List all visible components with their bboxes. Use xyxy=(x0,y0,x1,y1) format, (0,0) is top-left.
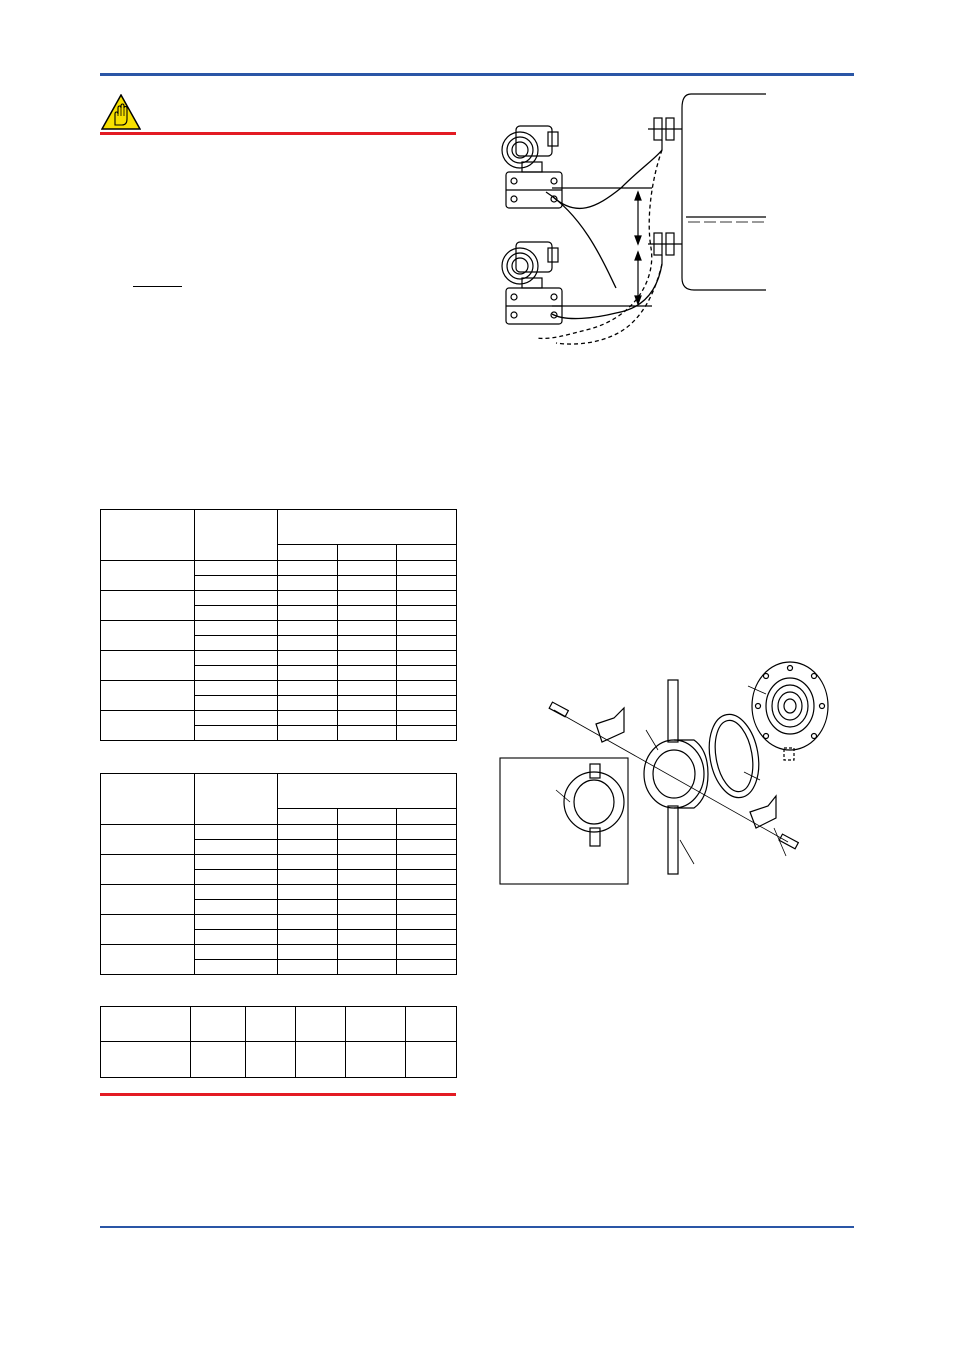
table-header-cell xyxy=(278,774,457,809)
table-row xyxy=(101,885,457,900)
flushing-ring-icon xyxy=(556,764,624,846)
flange-icon xyxy=(648,118,682,150)
table-row xyxy=(101,651,457,666)
table-subheader-cell xyxy=(397,545,457,561)
bolt-icon xyxy=(549,702,568,717)
table-subheader-cell xyxy=(278,545,338,561)
table-row xyxy=(101,591,457,606)
table-header-cell xyxy=(101,510,195,561)
bracket-icon xyxy=(596,708,624,742)
table-subheader-cell xyxy=(338,545,397,561)
header-rule xyxy=(100,73,854,76)
underline-mark xyxy=(133,286,182,287)
table-row xyxy=(101,711,457,726)
table-row xyxy=(101,945,457,960)
table-subheader-cell xyxy=(278,809,338,825)
transmitter-tank-figure xyxy=(496,88,770,350)
table-header-cell xyxy=(101,774,195,825)
table-header-cell xyxy=(278,510,457,545)
flange-icon xyxy=(648,233,682,264)
flushing-ring-icon xyxy=(644,680,708,874)
table-row xyxy=(101,1007,457,1042)
table-row xyxy=(101,1042,457,1078)
table-3 xyxy=(100,1006,457,1078)
table-header-cell xyxy=(195,774,278,825)
tank-icon xyxy=(682,94,766,290)
capillary-icon xyxy=(552,264,662,319)
table-1 xyxy=(100,509,457,741)
table-2 xyxy=(100,773,457,975)
transmitter-icon xyxy=(502,242,562,324)
capillary-icon xyxy=(552,150,662,208)
table-subheader-cell xyxy=(338,809,397,825)
important-top-rule xyxy=(100,132,456,135)
important-hand-icon xyxy=(101,94,141,130)
flushing-ring-assembly-figure xyxy=(498,660,834,886)
table-row xyxy=(101,561,457,576)
table-subheader-cell xyxy=(397,809,457,825)
footer-rule xyxy=(100,1226,854,1228)
table-row xyxy=(101,825,457,840)
table-row xyxy=(101,681,457,696)
table-row xyxy=(101,855,457,870)
bracket-icon xyxy=(750,796,776,828)
diaphragm-flange-icon xyxy=(752,662,828,760)
transmitter-icon xyxy=(502,126,562,208)
table-row xyxy=(101,621,457,636)
table-row xyxy=(101,915,457,930)
important-bottom-rule xyxy=(100,1093,456,1096)
table-header-cell xyxy=(195,510,278,561)
